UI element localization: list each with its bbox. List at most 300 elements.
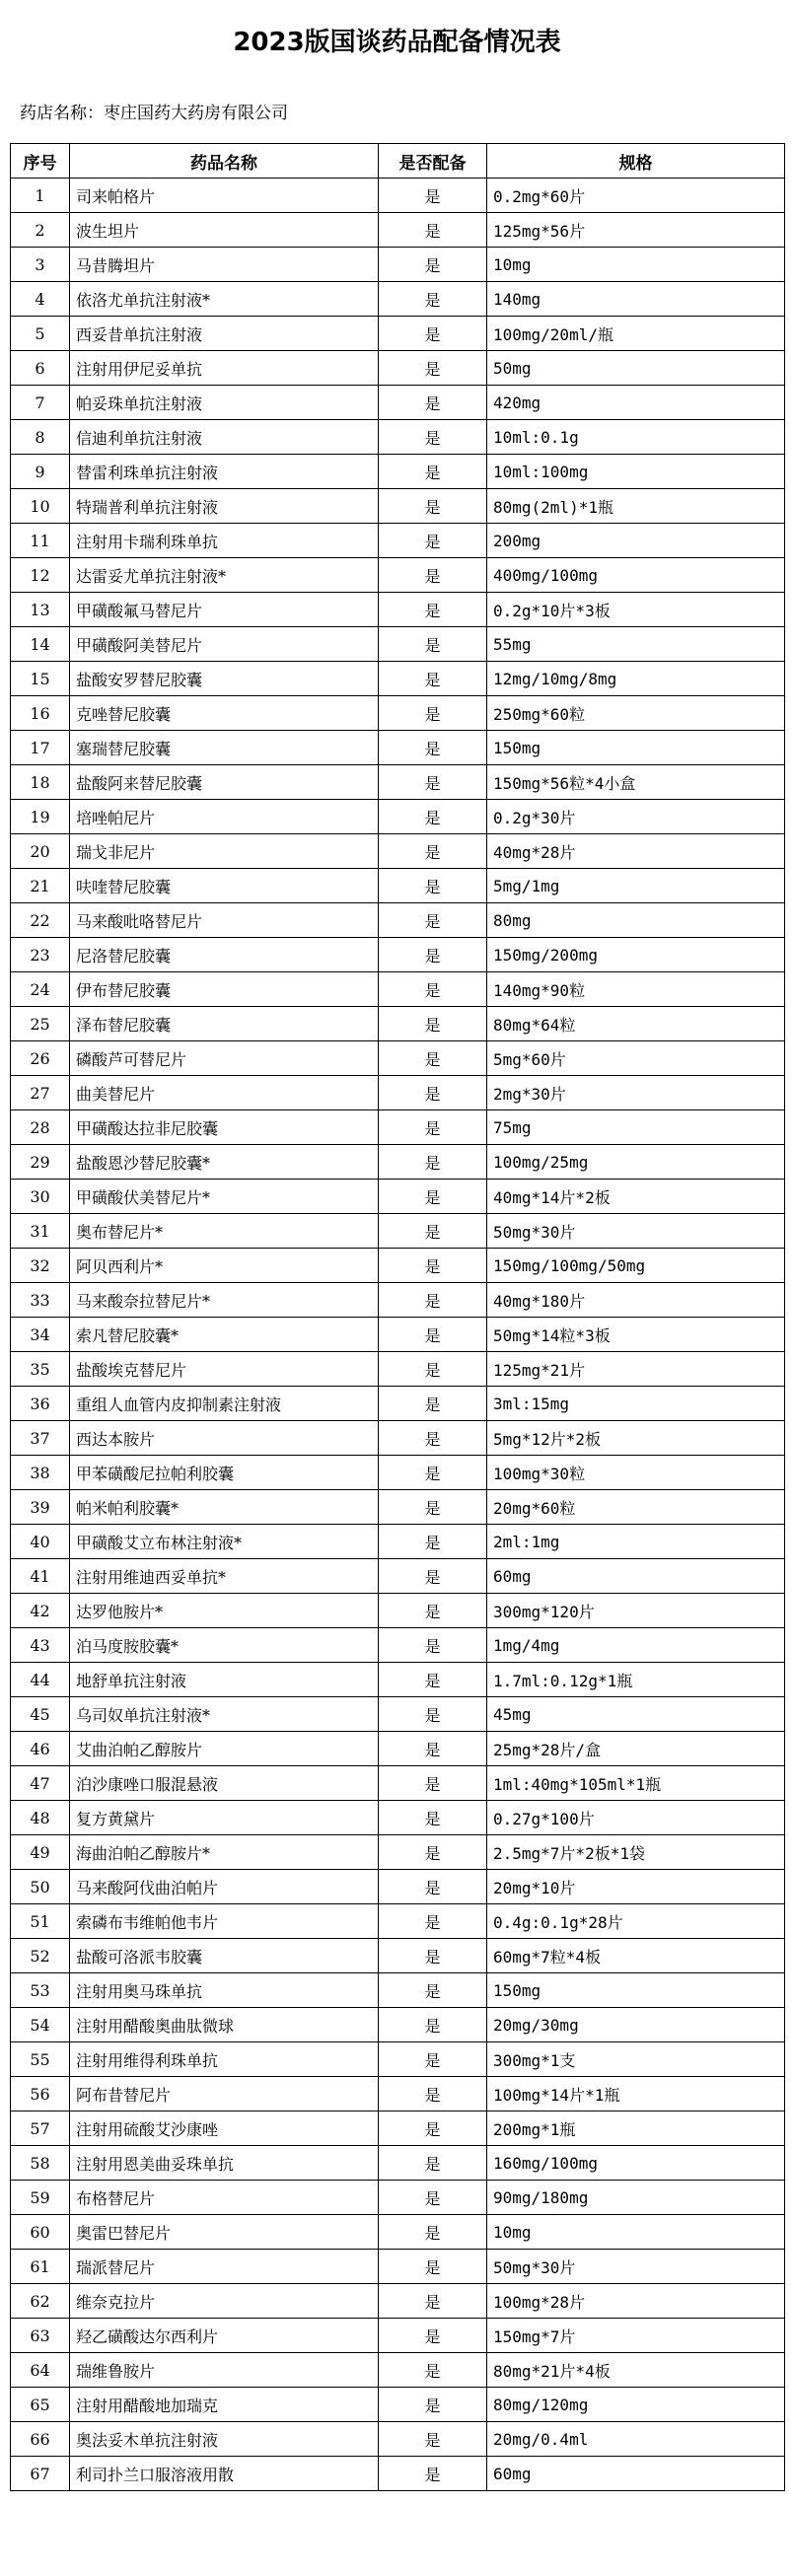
row-number: 33 [11,1283,70,1318]
drug-spec: 0.2mg*60片 [487,179,785,213]
row-number: 46 [11,1732,70,1766]
drug-name: 盐酸安罗替尼胶囊 [70,662,379,696]
equipped-status: 是 [379,1387,487,1421]
drug-name: 注射用伊尼妥单抗 [70,351,379,386]
table-row [11,248,785,282]
row-number: 59 [11,2181,70,2215]
equipped-status: 是 [379,1249,487,1283]
table-row [11,1835,785,1870]
row-number: 66 [11,2422,70,2457]
drug-spec: 0.2g*10片*3板 [487,593,785,627]
row-number: 42 [11,1594,70,1628]
table-row [11,1870,785,1904]
row-number: 64 [11,2353,70,2388]
table-row [11,558,785,593]
drug-spec: 75mg [487,1110,785,1145]
table-row [11,1628,785,1663]
drug-spec: 50mg [487,351,785,386]
equipped-status: 是 [379,1007,487,1041]
row-number: 50 [11,1870,70,1904]
store-name: 药店名称：枣庄国药大药房有限公司 [20,104,288,123]
equipped-status: 是 [379,1559,487,1594]
table-row [11,903,785,938]
table-row [11,2422,785,2457]
table-row [11,2181,785,2215]
table-row [11,2008,785,2042]
table-row [11,455,785,489]
drug-name: 司来帕格片 [70,179,379,213]
table-row [11,1076,785,1110]
drug-spec: 10ml:100mg [487,455,785,489]
table-row [11,1973,785,2008]
table-row [11,869,785,903]
equipped-status: 是 [379,903,487,938]
row-number: 16 [11,696,70,731]
drug-name: 甲磺酸阿美替尼片 [70,627,379,662]
drug-name: 注射用卡瑞利珠单抗 [70,524,379,558]
table-row [11,627,785,662]
equipped-status: 是 [379,2353,487,2388]
row-number: 61 [11,2250,70,2284]
drug-spec: 1ml:40mg*105ml*1瓶 [487,1766,785,1801]
drug-spec: 50mg*30片 [487,1214,785,1249]
drug-name: 盐酸埃克替尼片 [70,1352,379,1387]
equipped-status: 是 [379,1973,487,2008]
row-number: 8 [11,420,70,455]
row-number: 29 [11,1145,70,1180]
drug-spec: 200mg [487,524,785,558]
row-number: 47 [11,1766,70,1801]
drug-spec: 150mg [487,731,785,765]
drug-spec: 50mg*14粒*3板 [487,1318,785,1352]
table-row [11,1283,785,1318]
page-title: 2023版国谈药品配备情况表 [233,27,561,57]
drug-name: 信迪利单抗注射液 [70,420,379,455]
drug-spec: 20mg/30mg [487,2008,785,2042]
drug-name: 泽布替尼胶囊 [70,1007,379,1041]
drug-table [10,143,785,2491]
equipped-status: 是 [379,1663,487,1697]
equipped-status: 是 [379,1490,487,1525]
row-number: 48 [11,1801,70,1835]
drug-spec: 0.27g*100片 [487,1801,785,1835]
row-number: 52 [11,1939,70,1973]
drug-name: 乌司奴单抗注射液* [70,1697,379,1732]
equipped-status: 是 [379,2146,487,2181]
equipped-status: 是 [379,696,487,731]
drug-name: 维奈克拉片 [70,2284,379,2319]
drug-name: 甲磺酸艾立布林注射液* [70,1525,379,1559]
table-row [11,1594,785,1628]
equipped-status: 是 [379,765,487,800]
table-row [11,1214,785,1249]
table-row [11,2388,785,2422]
drug-spec: 160mg/100mg [487,2146,785,2181]
table-row [11,1525,785,1559]
row-number: 34 [11,1318,70,1352]
row-number: 49 [11,1835,70,1870]
row-number: 23 [11,938,70,972]
drug-name: 瑞戈非尼片 [70,834,379,869]
drug-spec: 100mg*28片 [487,2284,785,2319]
equipped-status: 是 [379,1594,487,1628]
table-row [11,2250,785,2284]
row-number: 30 [11,1180,70,1214]
table-row [11,1456,785,1490]
drug-spec: 40mg*180片 [487,1283,785,1318]
table-row [11,1697,785,1732]
table-row [11,179,785,213]
drug-spec: 125mg*56片 [487,213,785,248]
table-row [11,282,785,317]
row-number: 28 [11,1110,70,1145]
header-number: 序号 [11,144,70,179]
table-row [11,800,785,834]
equipped-status: 是 [379,1214,487,1249]
table-header-row [11,144,785,179]
drug-spec: 60mg*7粒*4板 [487,1939,785,1973]
equipped-status: 是 [379,1870,487,1904]
equipped-status: 是 [379,386,487,420]
drug-spec: 80mg/120mg [487,2388,785,2422]
table-row [11,1110,785,1145]
row-number: 22 [11,903,70,938]
drug-name: 盐酸阿来替尼胶囊 [70,765,379,800]
drug-name: 尼洛替尼胶囊 [70,938,379,972]
row-number: 15 [11,662,70,696]
equipped-status: 是 [379,662,487,696]
table-row [11,1387,785,1421]
row-number: 60 [11,2215,70,2250]
table-row [11,2284,785,2319]
row-number: 44 [11,1663,70,1697]
row-number: 41 [11,1559,70,1594]
equipped-status: 是 [379,1801,487,1835]
row-number: 18 [11,765,70,800]
table-row [11,2319,785,2353]
drug-spec: 20mg*10片 [487,1870,785,1904]
drug-name: 阿布昔替尼片 [70,2077,379,2111]
row-number: 53 [11,1973,70,2008]
drug-name: 帕妥珠单抗注射液 [70,386,379,420]
equipped-status: 是 [379,282,487,317]
equipped-status: 是 [379,489,487,524]
drug-spec: 80mg [487,903,785,938]
equipped-status: 是 [379,2181,487,2215]
row-number: 43 [11,1628,70,1663]
table-row [11,1559,785,1594]
drug-name: 布格替尼片 [70,2181,379,2215]
drug-spec: 80mg(2ml)*1瓶 [487,489,785,524]
equipped-status: 是 [379,1283,487,1318]
row-number: 37 [11,1421,70,1456]
table-row [11,696,785,731]
drug-spec: 1.7ml:0.12g*1瓶 [487,1663,785,1697]
drug-name: 注射用奥马珠单抗 [70,1973,379,2008]
drug-name: 索磷布韦维帕他韦片 [70,1904,379,1939]
drug-spec: 150mg/100mg/50mg [487,1249,785,1283]
drug-spec: 400mg/100mg [487,558,785,593]
equipped-status: 是 [379,2250,487,2284]
drug-name: 索凡替尼胶囊* [70,1318,379,1352]
equipped-status: 是 [379,2457,487,2491]
drug-name: 呋喹替尼胶囊 [70,869,379,903]
equipped-status: 是 [379,627,487,662]
drug-spec: 140mg [487,282,785,317]
drug-spec: 5mg*12片*2板 [487,1421,785,1456]
drug-name: 注射用醋酸奥曲肽微球 [70,2008,379,2042]
drug-spec: 10mg [487,2215,785,2250]
row-number: 65 [11,2388,70,2422]
drug-spec: 12mg/10mg/8mg [487,662,785,696]
drug-name: 羟乙磺酸达尔西利片 [70,2319,379,2353]
table-row [11,1766,785,1801]
table-row [11,593,785,627]
drug-spec: 5mg*60片 [487,1041,785,1076]
drug-name: 西妥昔单抗注射液 [70,317,379,351]
drug-name: 盐酸可洛派韦胶囊 [70,1939,379,1973]
equipped-status: 是 [379,1318,487,1352]
row-number: 1 [11,179,70,213]
row-number: 12 [11,558,70,593]
drug-name: 伊布替尼胶囊 [70,972,379,1007]
drug-name: 克唑替尼胶囊 [70,696,379,731]
drug-spec: 420mg [487,386,785,420]
drug-spec: 45mg [487,1697,785,1732]
drug-spec: 20mg*60粒 [487,1490,785,1525]
equipped-status: 是 [379,2042,487,2077]
row-number: 2 [11,213,70,248]
equipped-status: 是 [379,1041,487,1076]
row-number: 67 [11,2457,70,2491]
drug-name: 地舒单抗注射液 [70,1663,379,1697]
row-number: 36 [11,1387,70,1421]
row-number: 17 [11,731,70,765]
drug-name: 奥布替尼片* [70,1214,379,1249]
row-number: 40 [11,1525,70,1559]
drug-name: 依洛尤单抗注射液* [70,282,379,317]
drug-spec: 50mg*30片 [487,2250,785,2284]
drug-spec: 150mg*56粒*4小盒 [487,765,785,800]
drug-spec: 250mg*60粒 [487,696,785,731]
equipped-status: 是 [379,1732,487,1766]
drug-spec: 300mg*1支 [487,2042,785,2077]
table-row [11,1249,785,1283]
drug-name: 奥法妥木单抗注射液 [70,2422,379,2457]
table-row [11,1801,785,1835]
drug-spec: 80mg*64粒 [487,1007,785,1041]
table-row [11,1663,785,1697]
equipped-status: 是 [379,1076,487,1110]
drug-spec: 100mg*30粒 [487,1456,785,1490]
drug-spec: 2mg*30片 [487,1076,785,1110]
table-row [11,1421,785,1456]
drug-name: 甲磺酸氟马替尼片 [70,593,379,627]
row-number: 10 [11,489,70,524]
row-number: 45 [11,1697,70,1732]
drug-spec: 100mg/25mg [487,1145,785,1180]
drug-name: 马来酸奈拉替尼片* [70,1283,379,1318]
drug-name: 波生坦片 [70,213,379,248]
row-number: 4 [11,282,70,317]
row-number: 13 [11,593,70,627]
equipped-status: 是 [379,2077,487,2111]
table-row [11,834,785,869]
drug-name: 帕米帕利胶囊* [70,1490,379,1525]
drug-spec: 5mg/1mg [487,869,785,903]
row-number: 24 [11,972,70,1007]
drug-spec: 40mg*28片 [487,834,785,869]
equipped-status: 是 [379,1352,487,1387]
equipped-status: 是 [379,938,487,972]
row-number: 11 [11,524,70,558]
table-row [11,420,785,455]
equipped-status: 是 [379,1939,487,1973]
row-number: 3 [11,248,70,282]
equipped-status: 是 [379,213,487,248]
drug-spec: 3ml:15mg [487,1387,785,1421]
drug-spec: 1mg/4mg [487,1628,785,1663]
table-row [11,386,785,420]
drug-spec: 2.5mg*7片*2板*1袋 [487,1835,785,1870]
row-number: 9 [11,455,70,489]
table-row [11,2077,785,2111]
table-row [11,1352,785,1387]
row-number: 20 [11,834,70,869]
equipped-status: 是 [379,1421,487,1456]
equipped-status: 是 [379,1110,487,1145]
drug-name: 甲磺酸伏美替尼片* [70,1180,379,1214]
drug-name: 甲磺酸达拉非尼胶囊 [70,1110,379,1145]
table-row [11,1318,785,1352]
drug-spec: 25mg*28片/盒 [487,1732,785,1766]
table-row [11,1180,785,1214]
drug-name: 注射用维得利珠单抗 [70,2042,379,2077]
header-spec: 规格 [487,144,785,179]
drug-name: 特瑞普利单抗注射液 [70,489,379,524]
row-number: 32 [11,1249,70,1283]
drug-spec: 55mg [487,627,785,662]
drug-name: 海曲泊帕乙醇胺片* [70,1835,379,1870]
equipped-status: 是 [379,2215,487,2250]
table-row [11,351,785,386]
table-row [11,938,785,972]
row-number: 51 [11,1904,70,1939]
drug-spec: 0.2g*30片 [487,800,785,834]
table-row [11,317,785,351]
drug-name: 注射用恩美曲妥珠单抗 [70,2146,379,2181]
table-row [11,1145,785,1180]
equipped-status: 是 [379,1145,487,1180]
drug-spec: 10ml:0.1g [487,420,785,455]
drug-spec: 20mg/0.4ml [487,2422,785,2457]
equipped-status: 是 [379,731,487,765]
drug-spec: 60mg [487,2457,785,2491]
drug-name: 塞瑞替尼胶囊 [70,731,379,765]
row-number: 27 [11,1076,70,1110]
table-row [11,2353,785,2388]
drug-name: 泊马度胺胶囊* [70,1628,379,1663]
row-number: 21 [11,869,70,903]
equipped-status: 是 [379,351,487,386]
equipped-status: 是 [379,248,487,282]
table-row [11,1904,785,1939]
equipped-status: 是 [379,2422,487,2457]
equipped-status: 是 [379,1697,487,1732]
equipped-status: 是 [379,1456,487,1490]
drug-name: 替雷利珠单抗注射液 [70,455,379,489]
row-number: 54 [11,2008,70,2042]
drug-spec: 80mg*21片*4板 [487,2353,785,2388]
drug-name: 磷酸芦可替尼片 [70,1041,379,1076]
row-number: 58 [11,2146,70,2181]
equipped-status: 是 [379,1904,487,1939]
table-row [11,213,785,248]
table-row [11,524,785,558]
drug-spec: 100mg/20ml/瓶 [487,317,785,351]
table-row [11,2215,785,2250]
equipped-status: 是 [379,1766,487,1801]
row-number: 35 [11,1352,70,1387]
equipped-status: 是 [379,1525,487,1559]
table-row [11,489,785,524]
drug-name: 达雷妥尤单抗注射液* [70,558,379,593]
drug-name: 马昔腾坦片 [70,248,379,282]
drug-name: 瑞派替尼片 [70,2250,379,2284]
table-row [11,662,785,696]
drug-name: 泊沙康唑口服混悬液 [70,1766,379,1801]
drug-spec: 40mg*14片*2板 [487,1180,785,1214]
drug-name: 阿贝西利片* [70,1249,379,1283]
equipped-status: 是 [379,2319,487,2353]
drug-name: 注射用醋酸地加瑞克 [70,2388,379,2422]
drug-spec: 150mg/200mg [487,938,785,972]
drug-name: 重组人血管内皮抑制素注射液 [70,1387,379,1421]
drug-name: 西达本胺片 [70,1421,379,1456]
drug-name: 培唑帕尼片 [70,800,379,834]
drug-name: 奥雷巴替尼片 [70,2215,379,2250]
drug-spec: 200mg*1瓶 [487,2111,785,2146]
equipped-status: 是 [379,2284,487,2319]
row-number: 25 [11,1007,70,1041]
equipped-status: 是 [379,420,487,455]
row-number: 56 [11,2077,70,2111]
equipped-status: 是 [379,834,487,869]
equipped-status: 是 [379,972,487,1007]
drug-name: 盐酸恩沙替尼胶囊* [70,1145,379,1180]
row-number: 19 [11,800,70,834]
table-row [11,2146,785,2181]
equipped-status: 是 [379,455,487,489]
row-number: 57 [11,2111,70,2146]
equipped-status: 是 [379,179,487,213]
equipped-status: 是 [379,800,487,834]
table-row [11,1007,785,1041]
drug-spec: 60mg [487,1559,785,1594]
row-number: 26 [11,1041,70,1076]
drug-name: 马来酸吡咯替尼片 [70,903,379,938]
drug-spec: 0.4g:0.1g*28片 [487,1904,785,1939]
drug-name: 注射用维迪西妥单抗* [70,1559,379,1594]
row-number: 6 [11,351,70,386]
row-number: 39 [11,1490,70,1525]
equipped-status: 是 [379,558,487,593]
row-number: 14 [11,627,70,662]
row-number: 7 [11,386,70,420]
equipped-status: 是 [379,2111,487,2146]
table-row [11,731,785,765]
row-number: 31 [11,1214,70,1249]
